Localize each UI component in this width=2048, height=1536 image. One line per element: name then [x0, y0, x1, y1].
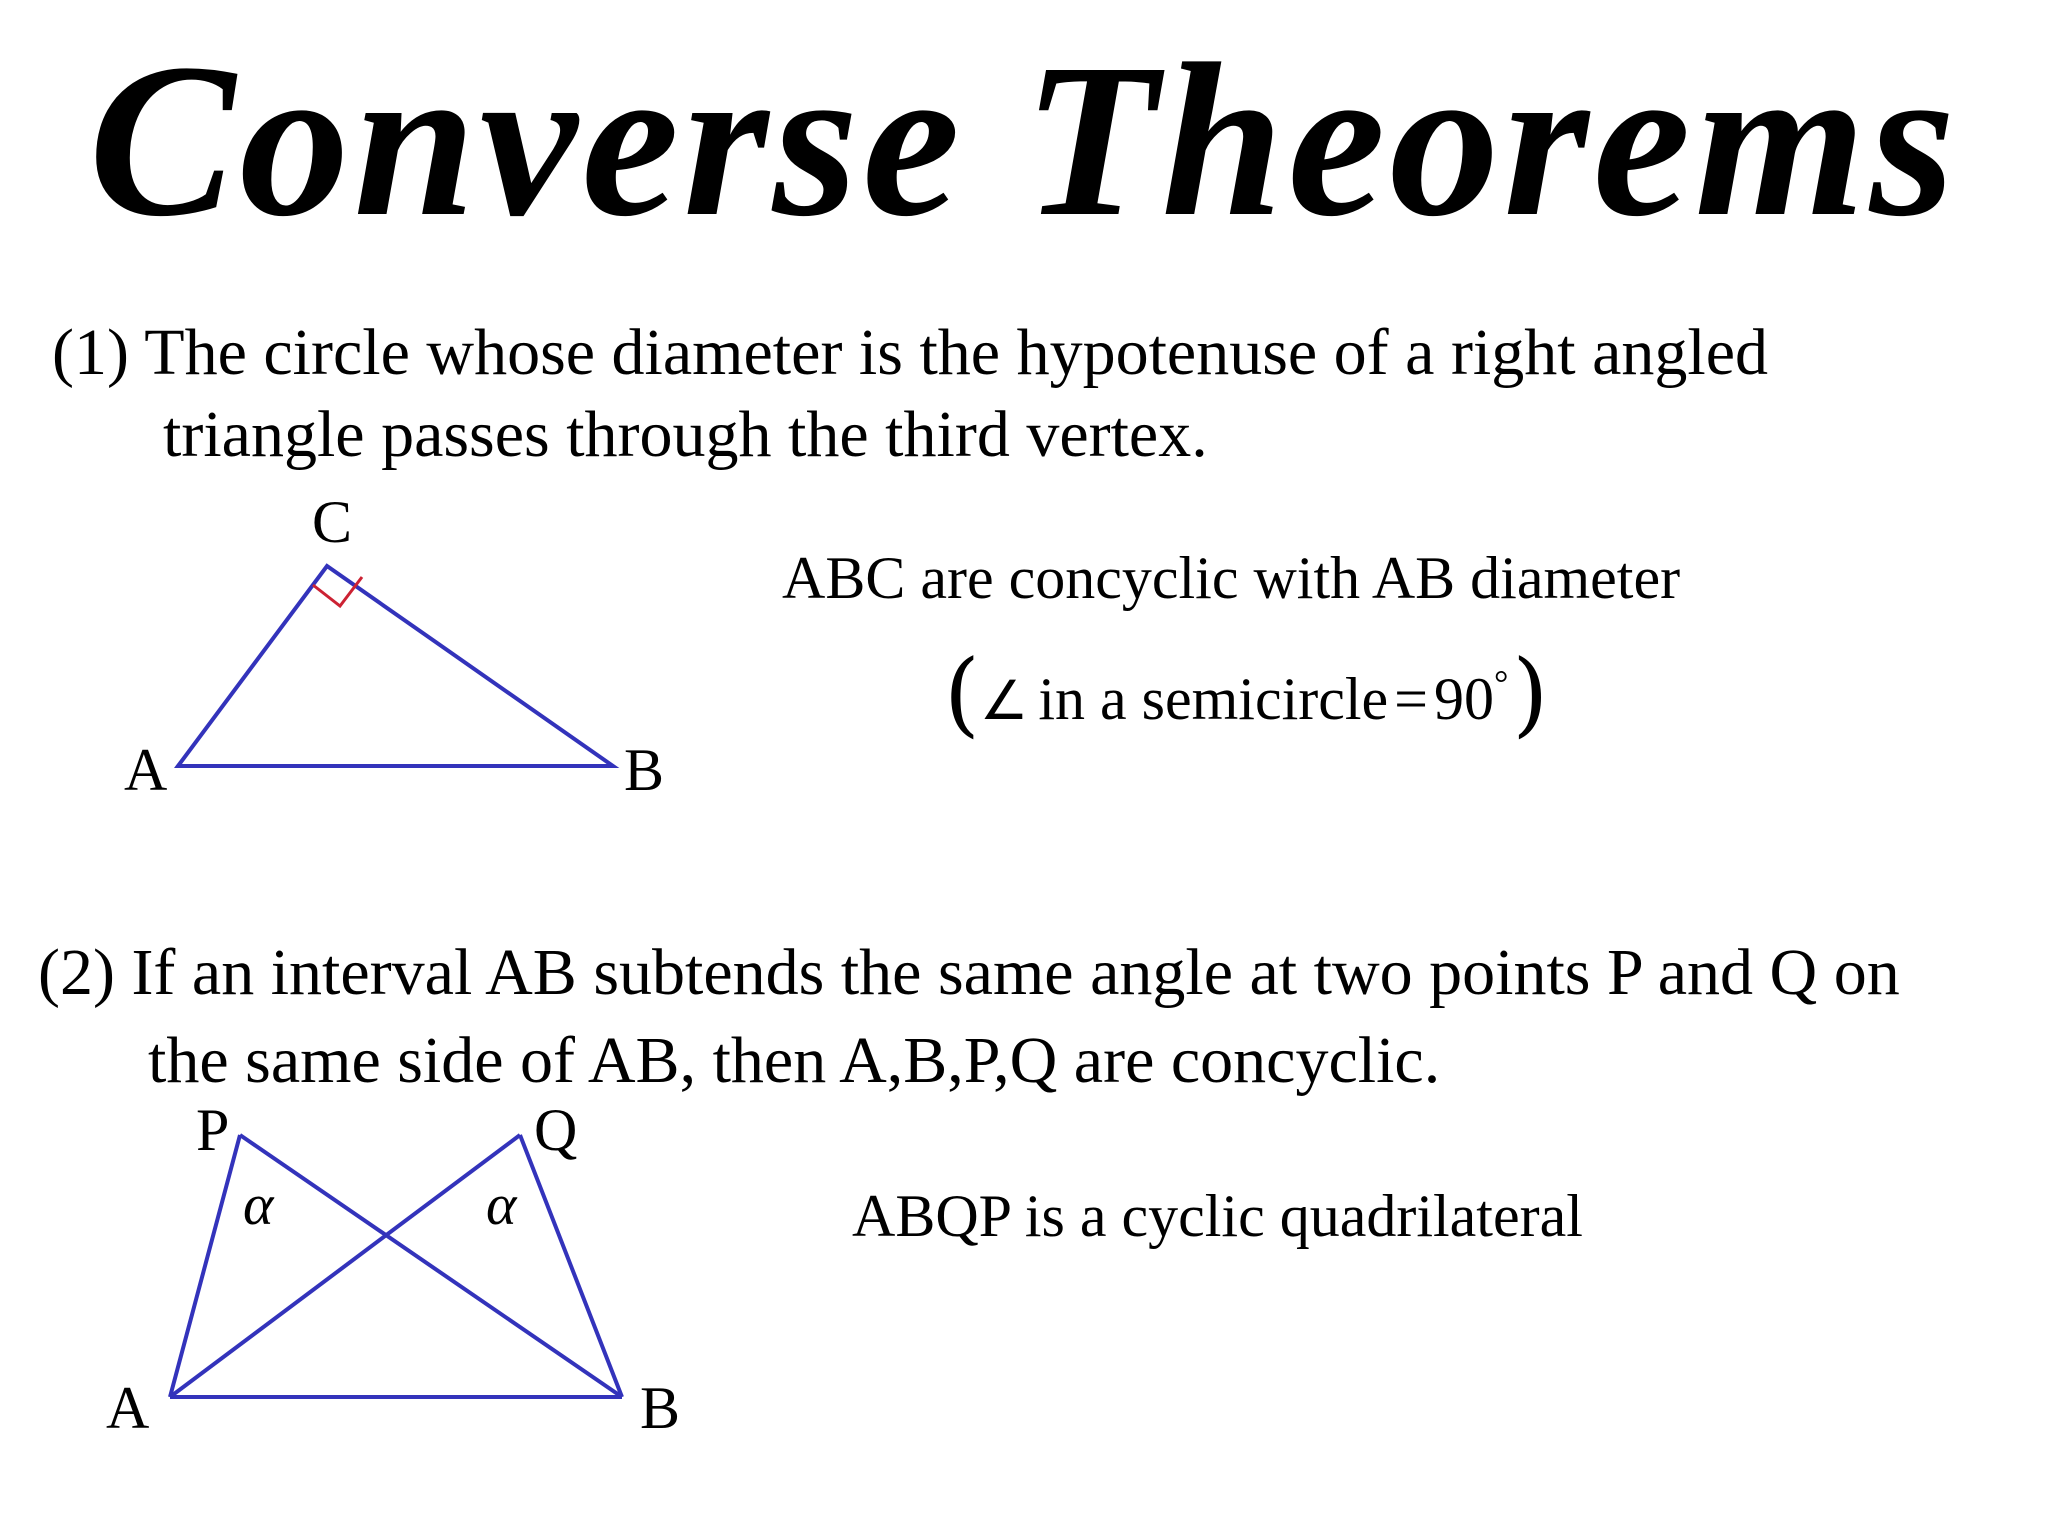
reason-text: in a semicircle	[1038, 666, 1389, 732]
angle-symbol: ∠	[979, 669, 1029, 732]
angle-value: 90	[1434, 666, 1495, 732]
degree-symbol: °	[1494, 663, 1509, 703]
theorem2-line1: (2) If an interval AB subtends the same angle at two points P and Q on	[38, 936, 1900, 1009]
reason-open-paren: (	[944, 640, 980, 747]
theorem2-line2: the same side of AB, then A,B,P,Q are concyclic.	[148, 1024, 1441, 1097]
angle-alpha-q: α	[486, 1172, 517, 1237]
vertex-label-c: C	[312, 489, 353, 555]
angle-alpha-p: α	[243, 1172, 274, 1237]
point-label-p: P	[196, 1097, 230, 1163]
theorem1-statement: ABC are concyclic with AB diameter	[782, 545, 1681, 611]
point-label-q: Q	[534, 1097, 578, 1163]
vertex-label-b: B	[624, 737, 665, 803]
point-label-b: B	[640, 1375, 681, 1441]
segment-ap	[170, 1135, 240, 1397]
reason-close-paren: )	[1512, 640, 1549, 747]
vertex-label-a: A	[124, 737, 168, 803]
theorem1-line1: (1) The circle whose diameter is the hypotenuse of a right angled	[52, 316, 1769, 389]
theorem1-line2: triangle passes through the third vertex.	[163, 398, 1208, 471]
equals-sign: =	[1394, 666, 1429, 732]
theorem2-statement: ABQP is a cyclic quadrilateral	[852, 1183, 1583, 1249]
segment-qb	[520, 1135, 622, 1397]
segment-aq	[170, 1135, 520, 1397]
segment-pb	[240, 1135, 622, 1397]
point-label-a: A	[106, 1375, 150, 1441]
page-title: Converse Theorems	[88, 18, 1960, 262]
